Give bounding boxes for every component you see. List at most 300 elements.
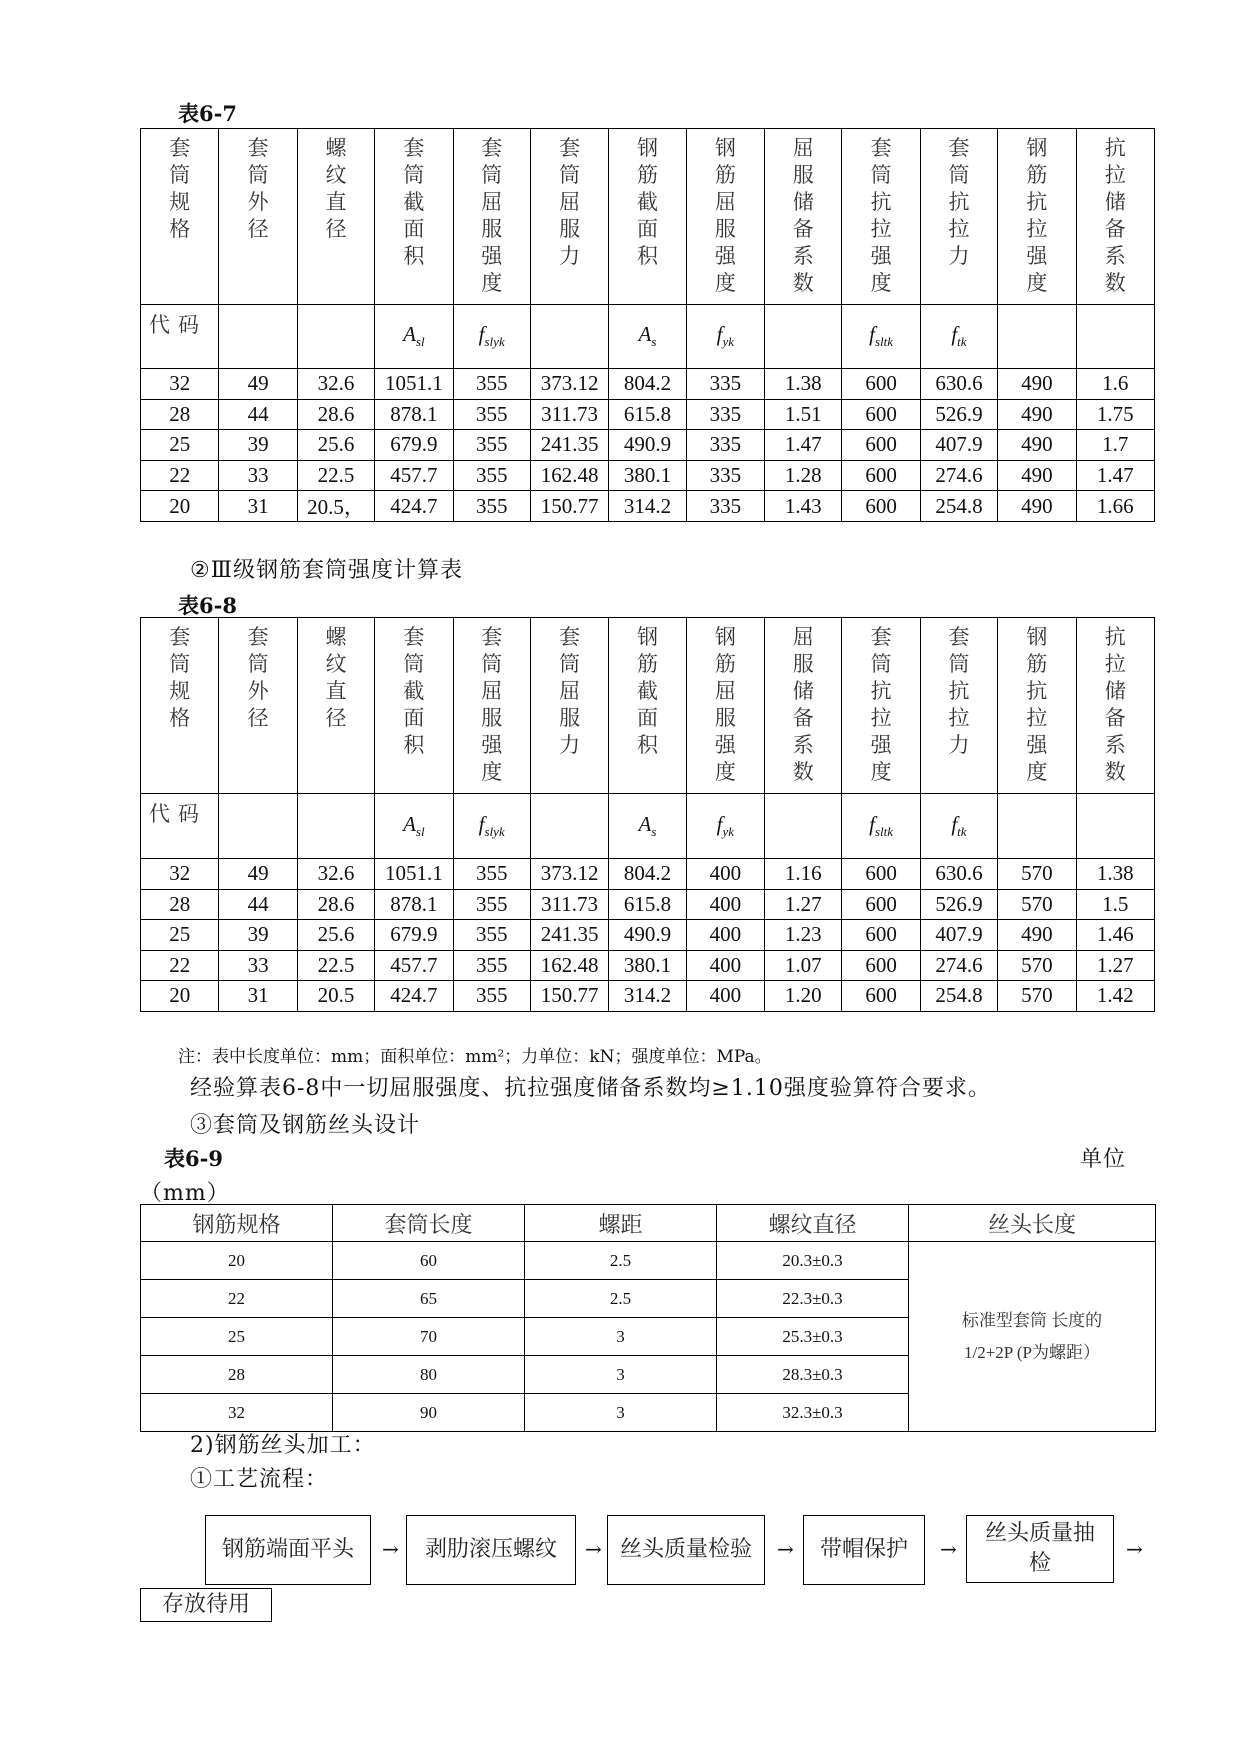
table-row — [141, 491, 1155, 522]
table-cell: 28.6 — [297, 889, 374, 920]
table-cell: 1.27 — [1076, 950, 1155, 981]
table-cell: 380.1 — [609, 460, 686, 491]
table-cell: 600 — [842, 889, 920, 920]
header-char: 筋 — [636, 652, 658, 676]
table-cell: 32.3±0.3 — [717, 1394, 909, 1432]
header-char: 系 — [1104, 733, 1126, 757]
header-cell — [765, 129, 842, 305]
header-char: 系 — [792, 244, 814, 268]
table-cell: 22.5 — [297, 460, 374, 491]
table-cell: 373.12 — [530, 369, 608, 400]
table-cell: 355 — [453, 889, 530, 920]
table-cell: 20.3±0.3 — [717, 1242, 909, 1280]
code-cell — [530, 305, 608, 369]
header-char: 面 — [636, 706, 658, 730]
code-cell: $f_{sltk}$ — [842, 305, 920, 369]
table-cell: 490 — [998, 460, 1076, 491]
table-cell: 570 — [998, 859, 1076, 890]
table-cell: 25.6 — [297, 920, 374, 951]
code-cell: $A_{sl}$ — [375, 305, 453, 369]
table-cell: 20.5 — [297, 981, 374, 1012]
table-cell: 570 — [998, 981, 1076, 1012]
table-cell: 22.5 — [297, 950, 374, 981]
header-char: 规 — [169, 679, 191, 703]
table-row — [141, 981, 1155, 1012]
header-char: 钢 — [636, 625, 658, 649]
header-char: 筒 — [870, 163, 892, 187]
table-row — [141, 950, 1155, 981]
header-cell — [686, 129, 764, 305]
table-cell: 1.16 — [765, 859, 842, 890]
header-char: 螺 — [325, 136, 347, 160]
table-cell: 600 — [842, 920, 920, 951]
table-cell: 400 — [686, 950, 764, 981]
table-cell: 490 — [998, 369, 1076, 400]
header-char: 筒 — [948, 652, 970, 676]
header-char: 套 — [403, 625, 425, 649]
table-cell: 630.6 — [920, 369, 997, 400]
header-char: 套 — [247, 136, 269, 160]
table-cell: 3 — [525, 1318, 717, 1356]
header-char: 度 — [714, 271, 736, 295]
table-cell: 457.7 — [375, 460, 453, 491]
code-cell — [297, 305, 374, 369]
header-char: 积 — [636, 244, 658, 268]
table-cell: 1.38 — [1076, 859, 1155, 890]
code-cell — [998, 794, 1076, 859]
table-cell: 3 — [525, 1356, 717, 1394]
table-cell: 600 — [842, 859, 920, 890]
table-cell: 1.51 — [765, 399, 842, 430]
table-cell: 162.48 — [530, 950, 608, 981]
header-char: 屈 — [559, 190, 581, 214]
header-cell — [375, 129, 453, 305]
table-cell: 600 — [842, 399, 920, 430]
header-char: 服 — [792, 163, 814, 187]
table-cell: 600 — [842, 950, 920, 981]
header-char: 度 — [714, 760, 736, 784]
header-char: 力 — [948, 733, 970, 757]
header-char: 服 — [714, 706, 736, 730]
table-cell: 355 — [453, 369, 530, 400]
header-char: 储 — [1104, 679, 1126, 703]
table-cell: 33 — [219, 950, 297, 981]
header-char: 数 — [792, 271, 814, 295]
code-cell — [765, 794, 842, 859]
table-cell: 49 — [219, 859, 297, 890]
header-cell — [453, 129, 530, 305]
table-cell: 490 — [998, 491, 1076, 522]
table-cell: 1.20 — [765, 981, 842, 1012]
header-cell — [219, 129, 297, 305]
header-char: 径 — [325, 706, 347, 730]
table-cell: 80 — [333, 1356, 525, 1394]
header-char: 屈 — [792, 136, 814, 160]
header-cell — [375, 618, 453, 794]
header-char: 抗 — [1104, 625, 1126, 649]
header-char: 积 — [403, 733, 425, 757]
code-cell: $f_{yk}$ — [686, 794, 764, 859]
header-char: 强 — [714, 733, 736, 757]
table-cell: 274.6 — [920, 460, 997, 491]
table-cell: 32 — [141, 1394, 333, 1432]
header-char: 拉 — [1104, 652, 1126, 676]
table-cell: 1051.1 — [375, 859, 453, 890]
table-cell: 1.23 — [765, 920, 842, 951]
code-cell: $f_{slyk}$ — [453, 794, 530, 859]
table-cell: 25.6 — [297, 430, 374, 461]
header-cell — [998, 129, 1076, 305]
unit-value: （mm） — [140, 1181, 230, 1206]
table-cell: 878.1 — [375, 889, 453, 920]
table-cell: 254.8 — [920, 981, 997, 1012]
header-char: 服 — [481, 217, 503, 241]
header-char: 积 — [636, 733, 658, 757]
table-cell: 400 — [686, 859, 764, 890]
table-cell: 570 — [998, 889, 1076, 920]
table-cell: 22 — [141, 460, 219, 491]
header-char: 积 — [403, 244, 425, 268]
table-cell: 355 — [453, 491, 530, 522]
header-cell — [297, 618, 374, 794]
table-cell: 380.1 — [609, 950, 686, 981]
header-char: 屈 — [481, 190, 503, 214]
header-char: 备 — [792, 706, 814, 730]
table-6-9 — [140, 1204, 1156, 1432]
table-cell: 407.9 — [920, 430, 997, 461]
header-char: 强 — [714, 244, 736, 268]
header-char: 拉 — [1104, 163, 1126, 187]
table-cell: 65 — [333, 1280, 525, 1318]
table-cell: 90 — [333, 1394, 525, 1432]
header-char: 数 — [1104, 271, 1126, 295]
header-char: 储 — [792, 679, 814, 703]
header-char: 强 — [870, 733, 892, 757]
header-char: 格 — [169, 706, 191, 730]
header-cell — [1076, 618, 1155, 794]
header-char: 屈 — [559, 679, 581, 703]
table-cell: 355 — [453, 920, 530, 951]
header-cell — [1076, 129, 1155, 305]
table-row — [141, 889, 1155, 920]
header-char: 套 — [948, 625, 970, 649]
table-cell: 1.6 — [1076, 369, 1155, 400]
table-cell: 311.73 — [530, 889, 608, 920]
flow-arrow-4: → — [940, 1537, 957, 1561]
flow-step-6: 存放待用 — [140, 1588, 272, 1622]
header-cell: 套筒长度 — [333, 1205, 525, 1242]
header-char: 钢 — [714, 136, 736, 160]
header-cell — [998, 618, 1076, 794]
header-char: 服 — [714, 217, 736, 241]
code-cell — [297, 794, 374, 859]
table-cell: 25 — [141, 1318, 333, 1356]
table-cell: 32.6 — [297, 369, 374, 400]
flow-step-2: 剥肋滚压螺纹 — [406, 1515, 576, 1585]
header-char: 强 — [481, 733, 503, 757]
table-cell: 314.2 — [609, 491, 686, 522]
header-char: 服 — [481, 706, 503, 730]
header-char: 钢 — [714, 625, 736, 649]
table-cell: 424.7 — [375, 981, 453, 1012]
header-char: 格 — [169, 217, 191, 241]
header-char: 筒 — [481, 652, 503, 676]
flow-step-5: 丝头质量抽检 — [966, 1515, 1114, 1583]
table-cell: 1.47 — [765, 430, 842, 461]
table-cell: 31 — [219, 491, 297, 522]
table-cell: 254.8 — [920, 491, 997, 522]
header-cell — [609, 129, 686, 305]
table-cell: 20 — [141, 1242, 333, 1280]
table-cell: 490.9 — [609, 430, 686, 461]
table-cell: 335 — [686, 430, 764, 461]
code-cell: $f_{slyk}$ — [453, 305, 530, 369]
code-cell — [765, 305, 842, 369]
table-cell: 25.3±0.3 — [717, 1318, 909, 1356]
header-char: 筒 — [481, 163, 503, 187]
table-cell: 241.35 — [530, 430, 608, 461]
table-cell: 1.46 — [1076, 920, 1155, 951]
header-char: 径 — [247, 217, 269, 241]
header-char: 力 — [559, 244, 581, 268]
header-char: 筒 — [169, 163, 191, 187]
table-cell: 600 — [842, 491, 920, 522]
table-cell: 44 — [219, 889, 297, 920]
table-cell: 400 — [686, 920, 764, 951]
flow-arrow-3: → — [777, 1537, 794, 1561]
header-char: 截 — [403, 679, 425, 703]
header-char: 服 — [792, 652, 814, 676]
table-6-8 — [140, 617, 1155, 1012]
table-cell: 1.5 — [1076, 889, 1155, 920]
table-cell: 31 — [219, 981, 297, 1012]
header-char: 截 — [636, 190, 658, 214]
header-char: 规 — [169, 190, 191, 214]
table-cell: 335 — [686, 399, 764, 430]
table-cell: 162.48 — [530, 460, 608, 491]
header-char: 面 — [636, 217, 658, 241]
table-row — [141, 920, 1155, 951]
flow-arrow-1: → — [382, 1537, 399, 1561]
table-cell: 1.07 — [765, 950, 842, 981]
header-char: 度 — [1026, 760, 1048, 784]
table-cell: 28 — [141, 1356, 333, 1394]
header-char: 抗 — [1104, 136, 1126, 160]
header-char: 套 — [559, 625, 581, 649]
header-char: 截 — [403, 190, 425, 214]
header-char: 面 — [403, 217, 425, 241]
processing-heading: 2)钢筋丝头加工： — [190, 1433, 376, 1458]
table-cell: 1.27 — [765, 889, 842, 920]
header-char: 系 — [792, 733, 814, 757]
process-flow-heading: ①工艺流程： — [190, 1467, 329, 1492]
table-row — [141, 460, 1155, 491]
header-char: 抗 — [870, 679, 892, 703]
code-cell — [530, 794, 608, 859]
table-cell: 49 — [219, 369, 297, 400]
header-char: 备 — [792, 217, 814, 241]
header-char: 钢 — [1026, 625, 1048, 649]
header-char: 面 — [403, 706, 425, 730]
table-cell: 22 — [141, 1280, 333, 1318]
header-char: 储 — [1104, 190, 1126, 214]
header-cell — [920, 618, 997, 794]
header-cell — [530, 618, 608, 794]
table-cell: 400 — [686, 889, 764, 920]
code-cell: $A_{sl}$ — [375, 794, 453, 859]
table-cell: 150.77 — [530, 491, 608, 522]
table-cell: 241.35 — [530, 920, 608, 951]
flow-step-1: 钢筋端面平头 — [205, 1515, 371, 1585]
table-cell: 400 — [686, 981, 764, 1012]
header-char: 套 — [559, 136, 581, 160]
header-char: 外 — [247, 679, 269, 703]
table-cell: 490 — [998, 920, 1076, 951]
table-cell: 32 — [141, 369, 219, 400]
header-char: 抗 — [948, 679, 970, 703]
header-char: 抗 — [870, 190, 892, 214]
header-char: 套 — [403, 136, 425, 160]
header-char: 强 — [1026, 733, 1048, 757]
header-char: 筒 — [247, 652, 269, 676]
table-6-7 — [140, 128, 1155, 522]
table-cell: 28 — [141, 399, 219, 430]
table-cell: 600 — [842, 430, 920, 461]
table-row — [141, 859, 1155, 890]
table-cell: 615.8 — [609, 889, 686, 920]
header-char: 屈 — [481, 679, 503, 703]
table-cell: 32 — [141, 859, 219, 890]
table-cell: 1.75 — [1076, 399, 1155, 430]
header-char: 拉 — [870, 217, 892, 241]
table-cell: 615.8 — [609, 399, 686, 430]
header-char: 筋 — [636, 163, 658, 187]
table-cell: 335 — [686, 491, 764, 522]
table-row — [141, 369, 1155, 400]
table-cell: 355 — [453, 950, 530, 981]
code-cell: $f_{tk}$ — [920, 305, 997, 369]
header-char: 屈 — [792, 625, 814, 649]
flow-arrow-2: → — [585, 1537, 602, 1561]
header-char: 筒 — [559, 163, 581, 187]
header-char: 拉 — [948, 706, 970, 730]
header-char: 筒 — [559, 652, 581, 676]
table-cell: 1.7 — [1076, 430, 1155, 461]
header-cell — [530, 129, 608, 305]
header-char: 纹 — [325, 652, 347, 676]
table-cell: 44 — [219, 399, 297, 430]
code-cell — [998, 305, 1076, 369]
header-char: 屈 — [714, 190, 736, 214]
section-heading-grade3: ②Ⅲ级钢筋套筒强度计算表 — [190, 558, 463, 583]
table-row — [141, 1242, 1156, 1280]
header-char: 度 — [481, 760, 503, 784]
header-cell: 丝头长度 — [909, 1205, 1156, 1242]
table-cell: 600 — [842, 369, 920, 400]
table-cell: 33 — [219, 460, 297, 491]
table-cell: 20 — [141, 491, 219, 522]
header-char: 拉 — [1026, 706, 1048, 730]
table-cell: 878.1 — [375, 399, 453, 430]
header-char: 强 — [1026, 244, 1048, 268]
header-char: 套 — [481, 136, 503, 160]
header-char: 储 — [792, 190, 814, 214]
header-char: 筒 — [247, 163, 269, 187]
table-cell: 25 — [141, 920, 219, 951]
table-cell: 1051.1 — [375, 369, 453, 400]
header-char: 数 — [1104, 760, 1126, 784]
table-cell: 355 — [453, 981, 530, 1012]
header-char: 拉 — [1026, 217, 1048, 241]
table-cell: 355 — [453, 859, 530, 890]
code-cell — [1076, 794, 1155, 859]
table-cell: 22.3±0.3 — [717, 1280, 909, 1318]
table-cell: 28 — [141, 889, 219, 920]
header-char: 径 — [247, 706, 269, 730]
header-char: 纹 — [325, 163, 347, 187]
header-cell — [141, 618, 219, 794]
table-cell: 1.28 — [765, 460, 842, 491]
header-cell: 螺纹直径 — [717, 1205, 909, 1242]
header-char: 套 — [870, 136, 892, 160]
header-cell — [920, 129, 997, 305]
table-cell: 39 — [219, 920, 297, 951]
table-cell: 804.2 — [609, 369, 686, 400]
table-cell: 600 — [842, 981, 920, 1012]
table-cell: 355 — [453, 430, 530, 461]
header-cell — [609, 618, 686, 794]
header-cell — [219, 618, 297, 794]
code-label: 代码 — [141, 305, 219, 369]
table-note: 注：表中长度单位：mm；面积单位：mm²；力单位：kN；强度单位：MPa。 — [178, 1047, 772, 1067]
header-char: 筒 — [169, 652, 191, 676]
table-cell: 424.7 — [375, 491, 453, 522]
header-cell: 钢筋规格 — [141, 1205, 333, 1242]
conclusion-text: 经验算表6-8中一切屈服强度、抗拉强度储备系数均≥1.10强度验算符合要求。 — [190, 1076, 991, 1101]
header-char: 径 — [325, 217, 347, 241]
table-cell: 373.12 — [530, 859, 608, 890]
table-cell: 150.77 — [530, 981, 608, 1012]
table-cell: 39 — [219, 430, 297, 461]
header-char: 外 — [247, 190, 269, 214]
header-char: 筒 — [870, 652, 892, 676]
header-cell — [297, 129, 374, 305]
thread-length-line2: 1/2+2P (P为螺距） — [964, 1342, 1100, 1362]
header-char: 直 — [325, 190, 347, 214]
header-char: 强 — [481, 244, 503, 268]
header-char: 筋 — [1026, 163, 1048, 187]
code-cell: $f_{yk}$ — [686, 305, 764, 369]
code-label: 代码 — [141, 794, 219, 859]
header-char: 抗 — [948, 190, 970, 214]
header-char: 度 — [1026, 271, 1048, 295]
header-char: 服 — [559, 706, 581, 730]
table-cell: 679.9 — [375, 430, 453, 461]
header-char: 套 — [481, 625, 503, 649]
table-cell: 314.2 — [609, 981, 686, 1012]
header-char: 直 — [325, 679, 347, 703]
table-cell: 1.38 — [765, 369, 842, 400]
table-cell: 1.66 — [1076, 491, 1155, 522]
header-char: 套 — [169, 136, 191, 160]
header-char: 筋 — [714, 652, 736, 676]
table-cell: 3 — [525, 1394, 717, 1432]
flow-step-3: 丝头质量检验 — [607, 1515, 765, 1585]
table-cell: 20 — [141, 981, 219, 1012]
table-cell: 457.7 — [375, 950, 453, 981]
table-6-9-caption: 表6-9 — [164, 1146, 223, 1171]
table-cell: 1.42 — [1076, 981, 1155, 1012]
